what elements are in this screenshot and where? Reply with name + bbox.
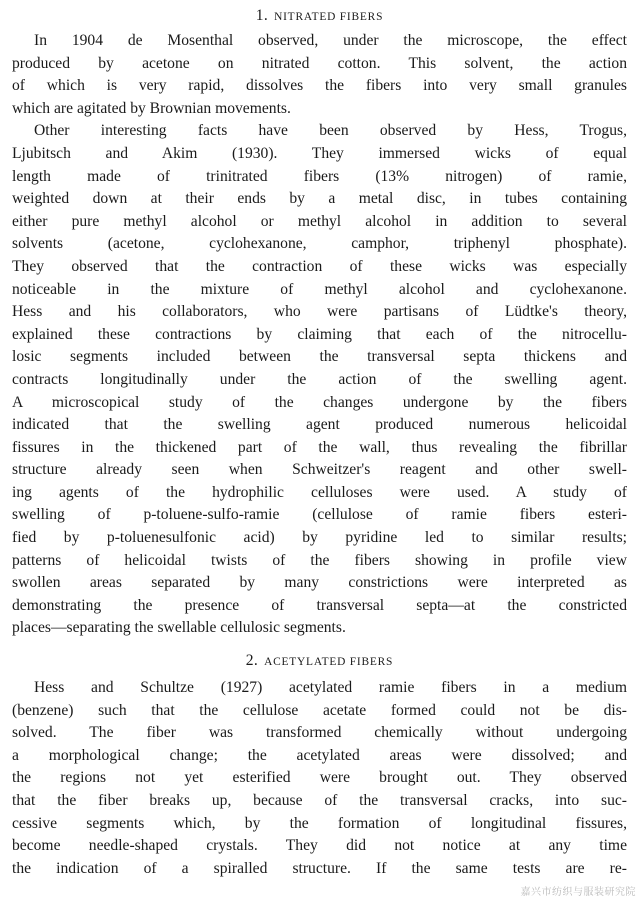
paragraph: [12, 30, 627, 120]
text-line: noticeable in the mixture of methyl alcohol and cyclohexanone.: [12, 280, 627, 298]
text-line: solved. The fiber was transformed chemically without undergoing: [12, 724, 627, 742]
text-line: either pure methyl alcohol or methyl alcohol in addition to several: [12, 212, 627, 230]
paragraph: [12, 120, 627, 640]
section-heading-nitrated-fibers: [12, 2, 627, 30]
text-line: weighted down at their ends by a metal disc, in tubes containing: [12, 190, 627, 208]
text-line: which are agitated by Brownian movements.: [12, 99, 291, 117]
text-line: fissures in the thickened part of the wall, thus revealing the fibrillar: [12, 438, 627, 456]
text-line: Hess and his collaborators, who were partisans of Lüdtke's theory,: [12, 303, 627, 321]
text-line: structure already seen when Schweitzer's reagent and other swell-: [12, 461, 627, 479]
section-heading-acetylated-fibers: [12, 647, 627, 675]
text-line: swollen areas separated by many constrictions were interpreted as: [12, 574, 627, 592]
text-line: explained these contractions by claiming that each of the nitrocellu-: [12, 325, 627, 343]
text-line: losic segments included between the transversal septa thickens and: [12, 348, 627, 366]
text-line: a morphological change; the acetylated areas were dissolved; and: [12, 746, 627, 764]
text-line: produced by acetone on nitrated cotton. This solvent, the action: [12, 54, 627, 72]
text-line: A microscopical study of the changes undergone by the fibers: [12, 393, 627, 411]
section-title: NITRATED FIBERS: [274, 11, 384, 23]
text-line: swelling of p-toluene-sulfo-ramie (cellulose of ramie fibers esteri-: [12, 506, 627, 524]
text-line: contracts longitudinally under the action of the swelling agent.: [12, 370, 627, 388]
text-line: fied by p-toluenesulfonic acid) by pyridine led to similar results;: [12, 529, 627, 547]
text-line: solvents (acetone, cyclohexanone, camphor, triphenyl phosphate).: [12, 235, 627, 253]
text-line: indicated that the swelling agent produced numerous helicoidal: [12, 416, 627, 434]
text-line: In 1904 de Mosenthal observed, under the microscope, the effect: [34, 32, 627, 49]
text-line: They observed that the contraction of these wicks was especially: [12, 257, 627, 275]
section-number: 2.: [245, 652, 259, 670]
watermark: 嘉兴市纺织与服装研究院: [520, 887, 636, 898]
text-line: the regions not yet esterified were brought out. They observed: [12, 769, 627, 787]
document-page: [12, 0, 627, 900]
text-line: the indication of a spiralled structure. If the same tests are re-: [12, 859, 627, 877]
text-line: Other interesting facts have been observed by Hess, Trogus,: [34, 122, 627, 140]
text-line: places—separating the swellable cellulosic segments.: [12, 619, 346, 637]
text-line: patterns of helicoidal twists of the fibers showing in profile view: [12, 551, 627, 569]
text-line: become needle-shaped crystals. They did not notice at any time: [12, 837, 627, 855]
section-title: ACETYLATED FIBERS: [264, 656, 394, 669]
text-line: demonstrating the presence of transversal septa—at the constricted: [12, 596, 627, 614]
text-line: ing agents of the hydrophilic celluloses were used. A study of: [12, 483, 627, 501]
text-line: that the fiber breaks up, because of the transversal cracks, into suc-: [12, 792, 627, 809]
text-line: Ljubitsch and Akim (1930). They immersed wicks of equal: [12, 144, 627, 162]
section-number: 1.: [255, 7, 269, 24]
text-line: of which is very rapid, dissolves the fibers into very small granules: [12, 77, 627, 95]
text-line: length made of trinitrated fibers (13% nitrogen) of ramie,: [12, 167, 627, 185]
text-line: Hess and Schultze (1927) acetylated ramie fibers in a medium: [34, 679, 627, 697]
text-line: cessive segments which, by the formation of longitudinal fissures,: [12, 814, 627, 832]
paragraph: [12, 677, 627, 880]
text-line: (benzene) such that the cellulose acetate formed could not be dis-: [12, 701, 627, 719]
